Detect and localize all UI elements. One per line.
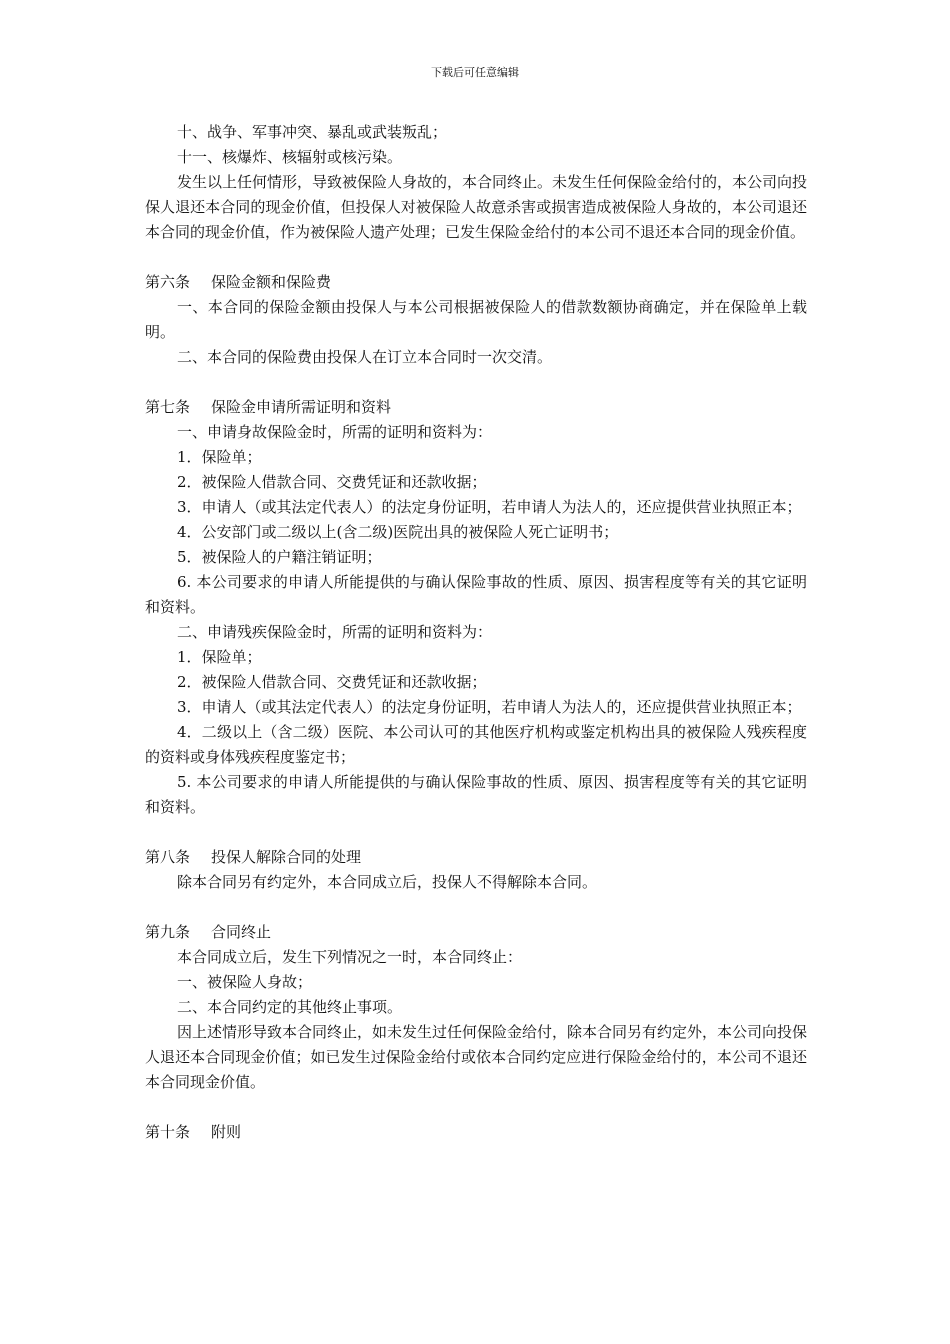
paragraph: 一、申请身故保险金时，所需的证明和资料为： [177,423,493,441]
article-number: 第八条 [145,848,191,866]
article-title: 保险金申请所需证明和资料 [211,398,392,416]
list-item: 1．保险单； [177,648,262,666]
article-title: 附则 [211,1123,242,1141]
article-heading [145,395,807,420]
document-body [145,120,807,1145]
list-item: 6. 本公司要求的申请人所能提供的与确认保险事故的性质、原因、损害程度等有关的其它证明和资料。 [145,573,807,616]
article-number: 第九条 [145,923,191,941]
article-number: 第六条 [145,273,191,291]
list-item: 3．申请人（或其法定代表人）的法定身份证明，若申请人为法人的，还应提供营业执照正本； [177,698,802,716]
article-heading [145,845,807,870]
list-item: 2．被保险人借款合同、交费凭证和还款收据； [177,673,487,691]
article-number: 第七条 [145,398,191,416]
clause-item: 十一、核爆炸、核辐射或核污染。 [177,148,403,166]
article-heading [145,1120,807,1145]
paragraph: 除本合同另有约定外，本合同成立后，投保人不得解除本合同。 [177,873,598,891]
list-item: 4．公安部门或二级以上(含二级)医院出具的被保险人死亡证明书； [177,523,619,541]
page-header: 下载后可任意编辑 [431,66,519,79]
list-item: 2．被保险人借款合同、交费凭证和还款收据； [177,473,487,491]
paragraph: 二、申请残疾保险金时，所需的证明和资料为： [177,623,493,641]
list-item: 5．被保险人的户籍注销证明； [177,548,382,566]
list-item: 二、本合同约定的其他终止事项。 [177,998,403,1016]
paragraph: 因上述情形导致本合同终止，如未发生过任何保险金给付，除本合同另有约定外，本公司向投保人退还本合同现金价值；如已发生过保险金给付或依本合同约定应进行保险金给付的，本公司不退还本合同现金价值。 [145,1023,808,1091]
paragraph: 一、本合同的保险金额由投保人与本公司根据被保险人的借款数额协商确定，并在保险单上载明。 [145,298,807,341]
list-item: 1．保险单； [177,448,262,466]
paragraph: 发生以上任何情形，导致被保险人身故的，本合同终止。未发生任何保险金给付的，本公司向投保人退还本合同的现金价值，但投保人对被保险人故意杀害或损害造成被保险人身故的，本公司退还本合同的现金价值，作为被保险人遗产处理；已发生保险金给付的本公司不退还本合同的现金价值。 [145,173,808,241]
paragraph: 本合同成立后，发生下列情况之一时，本合同终止： [177,948,523,966]
list-item: 4．二级以上（含二级）医院、本公司认可的其他医疗机构或鉴定机构出具的被保险人残疾程度的资料或身体残疾程度鉴定书； [145,723,807,766]
article-heading [145,920,807,945]
list-item: 5. 本公司要求的申请人所能提供的与确认保险事故的性质、原因、损害程度等有关的其它证明和资料。 [145,773,807,816]
article-title: 保险金额和保险费 [211,273,332,291]
list-item: 一、被保险人身故； [177,973,313,991]
paragraph: 二、本合同的保险费由投保人在订立本合同时一次交清。 [177,348,553,366]
article-number: 第十条 [145,1123,191,1141]
article-title: 投保人解除合同的处理 [211,848,362,866]
article-heading [145,270,807,295]
list-item: 3．申请人（或其法定代表人）的法定身份证明，若申请人为法人的，还应提供营业执照正本； [177,498,802,516]
article-title: 合同终止 [211,923,272,941]
clause-item: 十、战争、军事冲突、暴乱或武装叛乱； [177,123,448,141]
